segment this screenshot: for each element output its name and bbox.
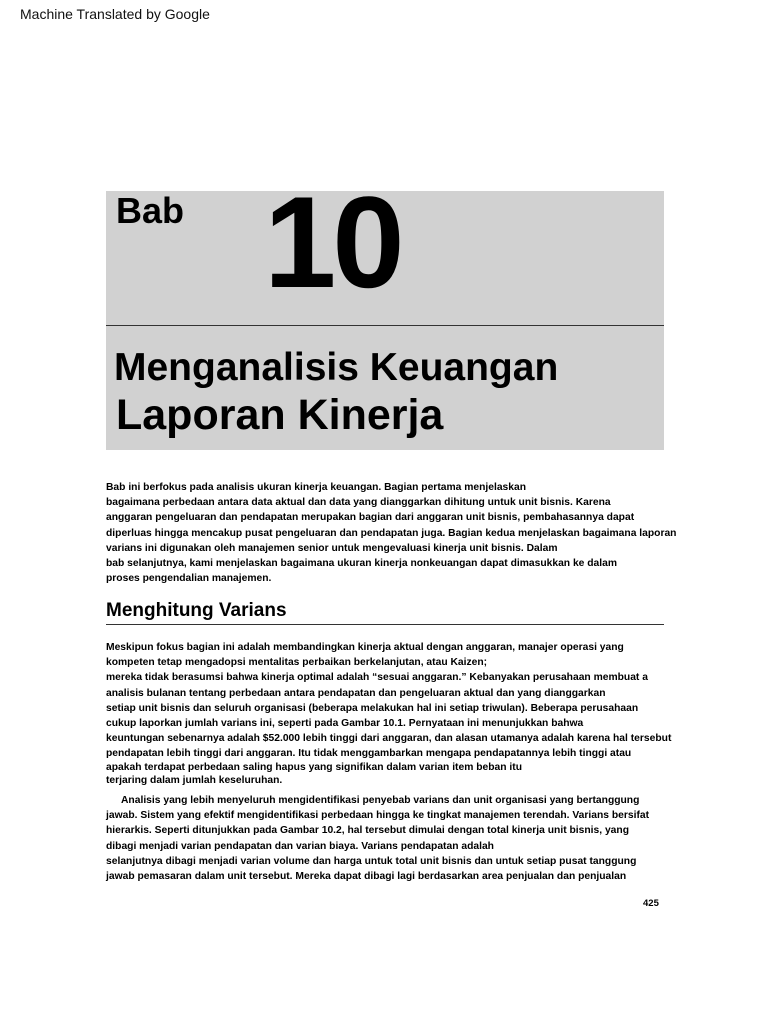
text-line: selanjutnya dibagi menjadi varian volume dan harga untuk total unit bisnis dan untuk setiap pusat tanggung [106, 855, 637, 867]
text-line: terjaring dalam jumlah keseluruhan. [106, 774, 283, 786]
text-line: jawab. Sistem yang efektif mengidentifikasi perbedaan hingga ke tingkat manajemen terendah. Varians bersifat [106, 810, 650, 822]
chapter-divider [106, 325, 664, 326]
text-line: cukup laporkan jumlah varians ini, seperti pada Gambar 10.1. Pernyataan ini menunjukkan bahwa [106, 718, 584, 730]
chapter-header [106, 169, 664, 450]
chapter-label: Bab [116, 190, 185, 231]
text-line: Analisis yang lebih menyeluruh mengidentifikasi penyebab varians dan unit organisasi yang bertanggung [121, 795, 640, 806]
text-line: mereka tidak berasumsi bahwa kinerja optimal adalah “sesuai anggaran.” Kebanyakan perusahaan membuat a [106, 672, 648, 684]
intro-paragraph [106, 480, 706, 586]
text-line: varians ini digunakan oleh manajemen senior untuk mengevaluasi kinerja unit bisnis. Dalam [106, 542, 558, 554]
text-line: analisis bulanan tentang perbedaan antara pendapatan dan pengeluaran aktual dan yang dianggarkan [106, 687, 606, 699]
section-divider [106, 624, 664, 625]
chapter-number: 10 [264, 169, 401, 315]
text-line: setiap unit bisnis dan seluruh organisasi (beberapa melakukan hal ini setiap triwulan). Beberapa perusahaan [106, 702, 639, 714]
text-line: Meskipun fokus bagian ini adalah membandingkan kinerja aktual dengan anggaran, manajer operasi yang [106, 642, 624, 653]
text-line: diperluas hingga mencakup pusat pengeluaran dan pendapatan juga. Bagian kedua menjelaskan bagaimana laporan [106, 527, 677, 539]
text-line: pendapatan lebih tinggi dari anggaran. Itu tidak menggambarkan mengapa pendapatannya lebih tinggi atau [106, 748, 632, 760]
chapter-title-line-2: Laporan Kinerja [116, 391, 444, 439]
text-line: apakah terdapat perbedaan saling hapus yang signifikan dalam varian item beban itu [106, 761, 522, 773]
chapter-title-line-1: Menganalisis Keuangan [114, 346, 559, 389]
text-line: keuntungan sebenarnya adalah $52.000 lebih tinggi dari anggaran, dan alasan utamanya adalah karena hal tersebut [106, 733, 672, 745]
body-paragraph-2 [106, 793, 706, 884]
section-heading: Menghitung Varians [106, 600, 287, 621]
text-line: anggaran pengeluaran dan pendapatan merupakan bagian dari anggaran unit bisnis, pembahasannya dapat [106, 512, 635, 524]
text-line: kompeten tetap mengadopsi mentalitas perbaikan berkelanjutan, atau Kaizen; [106, 657, 488, 669]
text-line: proses pengendalian manajemen. [106, 573, 272, 585]
text-line: jawab pemasaran dalam unit tersebut. Mereka dapat dibagi lagi berdasarkan area penjualan dan penjualan [106, 871, 627, 883]
translation-banner: Machine Translated by Google [20, 6, 210, 22]
text-line: bab selanjutnya, kami menjelaskan bagaimana ukuran kinerja nonkeuangan dapat dimasukkan ke dalam [106, 558, 618, 570]
page-number: 425 [643, 898, 659, 909]
text-line: Bab ini berfokus pada analisis ukuran kinerja keuangan. Bagian pertama menjelaskan [106, 482, 527, 493]
body-paragraph-1 [106, 640, 706, 788]
text-line: bagaimana perbedaan antara data aktual dan data yang dianggarkan dihitung untuk unit bisnis. Karena [106, 497, 611, 509]
text-line: hierarkis. Seperti ditunjukkan pada Gambar 10.2, hal tersebut dimulai dengan total kinerja unit bisnis, yang [106, 825, 629, 837]
text-line: dibagi menjadi varian pendapatan dan varian biaya. Varians pendapatan adalah [106, 840, 494, 852]
